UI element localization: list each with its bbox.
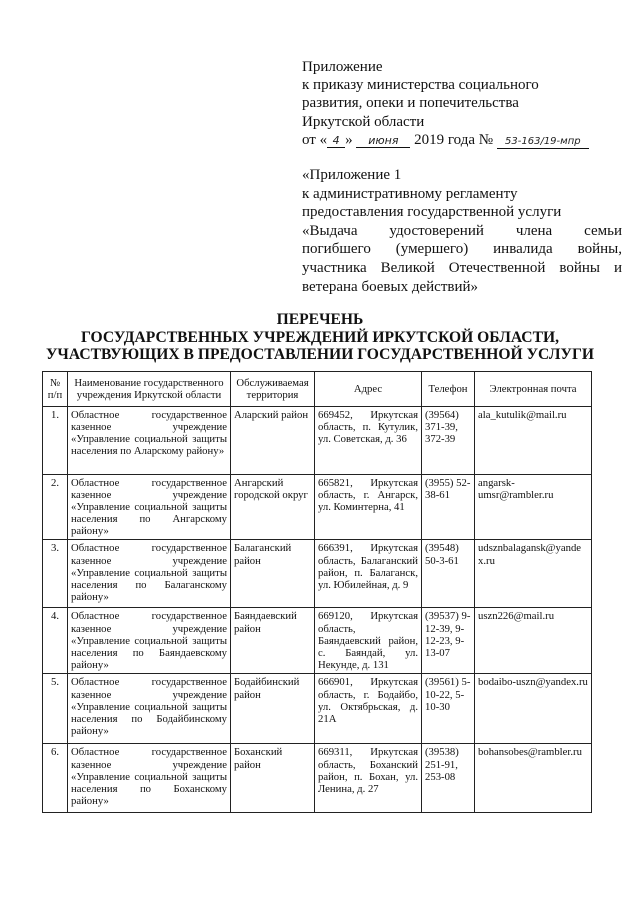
column-header: Адрес [315,372,422,407]
cell-institution: Областное государственное казенное учреждение «Управление социальной защиты населения по Бодайбинскому району» [68,674,231,744]
annex-word: «Выдача [302,222,358,239]
cell-number: 6. [43,744,68,813]
table-row [43,608,592,674]
institutions-table [42,371,592,813]
cell-phone: (39538) 251-91, 253-08 [422,744,475,813]
cell-address: 666901, Иркутская область, г. Бодайбо, ул. Октябрьская, д. 21А [315,674,422,744]
table-row [43,674,592,744]
cell-email[interactable]: bohansobes@rambler.ru [475,744,592,813]
annex-line-justified [302,259,622,278]
table-row [43,475,592,540]
cell-number: 5. [43,674,68,744]
annex-word: Отечественной [448,259,546,276]
column-header: Наименование государственного учреждения Иркутской области [68,372,231,407]
annex-word: члена [515,222,553,239]
annex-word: войны [559,259,601,276]
cell-phone: (39561) 5-10-22, 5-10-30 [422,674,475,744]
column-header: № п/п [43,372,68,407]
cell-territory: Балаганский район [231,540,315,608]
annex-word: участника [302,259,367,276]
annex-word: удостоверений [389,222,484,239]
cell-territory: Аларский район [231,407,315,475]
annex-line-justified [302,222,622,241]
annex-word: погибшего [302,241,371,258]
cell-phone: (39564) 371-39, 372-39 [422,407,475,475]
title-line: УЧАСТВУЮЩИХ В ПРЕДОСТАВЛЕНИИ ГОСУДАРСТВЕННОЙ УСЛУГИ [45,346,595,363]
header-date-line [302,131,622,149]
cell-email[interactable]: angarsk-umsr@rambler.ru [475,475,592,540]
title-line: ГОСУДАРСТВЕННЫХ УЧРЕЖДЕНИЙ ИРКУТСКОЙ ОБЛАСТИ, [81,328,559,346]
date-year: 2019 года № [414,131,494,148]
cell-institution: Областное государственное казенное учреждение «Управление социальной защиты населения по Баяндаевскому району» [68,608,231,674]
table-header-row [43,372,592,407]
cell-address: 669311, Иркутская область, Боханский район, п. Бохан, ул. Ленина, д. 27 [315,744,422,813]
date-mid: » [345,131,353,148]
header-line: к приказу министерства социального [302,77,539,94]
table-row [43,744,592,813]
cell-institution: Областное государственное казенное учреждение «Управление социальной защиты населения по Ангарскому району» [68,475,231,540]
title-line: ПЕРЕЧЕНЬ [276,311,364,328]
cell-institution: Областное государственное казенное учреждение «Управление социальной защиты населения по Балаганскому району» [68,540,231,608]
cell-email[interactable]: ala_kutulik@mail.ru [475,407,592,475]
column-header: Обслуживаемая территория [231,372,315,407]
cell-address: 665821, Иркутская область, г. Ангарск, ул. Коминтерна, 41 [315,475,422,540]
header-line: Иркутской области [302,113,425,130]
annex-line: предоставления государственной услуги [302,204,562,221]
annex-word: и [613,259,622,276]
annex-block [302,166,622,296]
cell-territory: Баяндаевский район [231,608,315,674]
cell-number: 1. [43,407,68,475]
annex-word: войны, [577,241,622,258]
date-prefix: от « [302,131,328,148]
handwritten-month: июня [356,134,410,148]
column-header: Телефон [422,372,475,407]
annex-word: (умершего) [395,241,469,258]
annex-line: ветерана боевых действий» [302,278,479,295]
cell-institution: Областное государственное казенное учреждение «Управление социальной защиты населения по Аларскому району» [68,407,231,475]
annex-line: к административному регламенту [302,185,518,202]
cell-institution: Областное государственное казенное учреждение «Управление социальной защиты населения по Боханскому району» [68,744,231,813]
cell-phone: (39548) 50-3-61 [422,540,475,608]
table-row [43,540,592,608]
annex-line-justified [302,240,622,259]
cell-territory: Бодайбинский район [231,674,315,744]
table-row [43,407,592,475]
cell-number: 4. [43,608,68,674]
annex-word: Великой [380,259,435,276]
document-title [0,311,640,364]
cell-territory: Ангарский городской округ [231,475,315,540]
cell-phone: (3955) 52-38-61 [422,475,475,540]
order-header [302,58,622,149]
cell-phone: (39537) 9-12-39, 9-12-23, 9-13-07 [422,608,475,674]
cell-email[interactable]: udsznbalagansk@yandex.ru [475,540,592,608]
handwritten-number: 53-163/19-мпр [497,135,589,149]
header-line: Приложение [302,59,383,75]
handwritten-day: 4 [327,134,345,148]
cell-territory: Боханский район [231,744,315,813]
cell-number: 2. [43,475,68,540]
cell-number: 3. [43,540,68,608]
cell-address: 669120, Иркутская область, Баяндаевский район, с. Баяндай, ул. Некунде, д. 131 [315,608,422,674]
cell-address: 666391, Иркутская область, Балаганский район, п. Балаганск, ул. Юбилейная, д. 9 [315,540,422,608]
annex-word: семьи [584,222,622,239]
annex-line: «Приложение 1 [302,167,402,183]
cell-address: 669452, Иркутская область, п. Кутулик, ул. Советская, д. 36 [315,407,422,475]
column-header: Электронная почта [475,372,592,407]
header-line: развития, опеки и попечительства [302,95,519,112]
cell-email[interactable]: bodaibo-uszn@yandex.ru [475,674,592,744]
cell-email[interactable]: uszn226@mail.ru [475,608,592,674]
annex-word: инвалида [493,241,553,258]
